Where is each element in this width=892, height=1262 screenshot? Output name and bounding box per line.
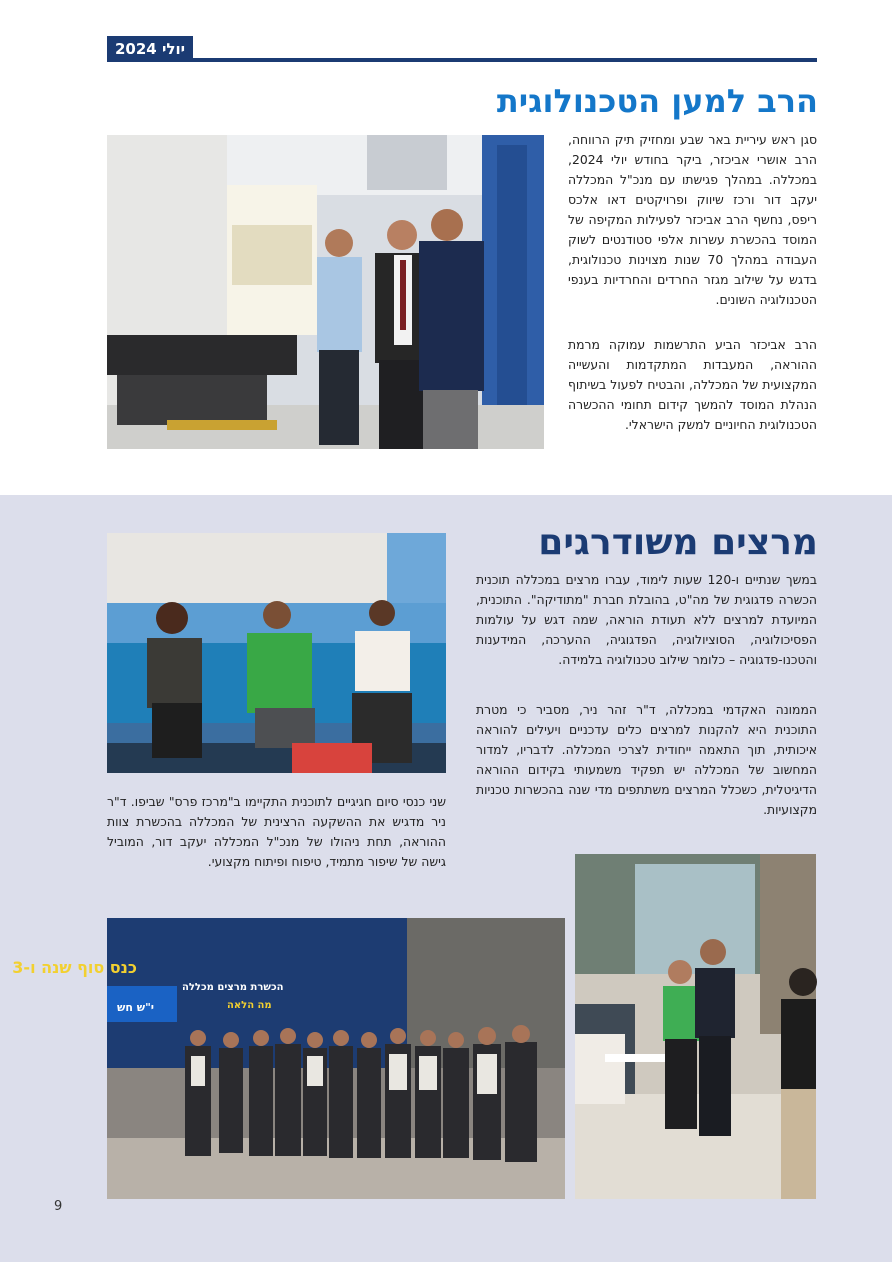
header-rule bbox=[193, 58, 817, 62]
screen-title-text: כנס סוף שנה ו-3 bbox=[12, 958, 137, 977]
conference-group-photo bbox=[12, 918, 565, 1199]
article1-paragraph-2: הרב אביכזר הביע התרשמות עמוקה מרמת ההוראה, המעבדות המתקדמות והעשייה המקצועית של המכללה, והבטיח לפעול בשיתוף הנהלת המוסד להמשך קידום תחומי ההכשרה הטכנולוגית החיוניים למשק הישראלי. bbox=[568, 337, 817, 432]
screen-banner-text: י"ש חש bbox=[117, 1001, 155, 1014]
panel-photo bbox=[107, 533, 446, 773]
issue-month-tag: יולי 2024 bbox=[107, 36, 193, 62]
article1-title: הרב למען הטכנולוגית bbox=[496, 82, 818, 120]
screen-subtitle-text: הכשרת מרצים מכללה bbox=[182, 982, 284, 993]
article1-paragraph-1: סגן ראש עיריית באר שבע ומחזיק תיק הרווחה, הרב אושרי אביכזר, ביקר בחודש יולי 2024, במכללה. במהלך פגישתו עם מנכ"ל המכללה יעקב דור ורכז שיווק ופרויקטים דאו אלכס ריפס, נחשף הרב אביכזר לפעילות המקיפה של המוסד בהכשרת עשרות אלפי סטודנטים לשוק העבודה במהלך 70 שנות מצוינות טכנולוגית, בדגש על שילוב מגזר החרדים והחרדיות בענפי הטכנולוגיה השונים. bbox=[568, 132, 818, 307]
article2-paragraph-2: הממונה האקדמי במכללה, ד"ר זהר ניר, מסביר כי מטרת התוכנית היא להקנות למרצים כלים עדכניים ויעילים להוראה איכותית, תוך התאמה ייחודית לצרכי המכללה. לדבריו, למדור המחשוב של המכללה יש תפקיד משמעותי בקידום ההוראה הדיגיטלית, כשכלל המרצים משתתפים מדי שנה בהכשרות טכניות מקצועיות. bbox=[476, 702, 817, 817]
article2-paragraph-1: במשך שנתיים ו-120 שעות לימוד, עברו מרצים במכללה תוכנית הכשרה פדגוגית של מה"ט, בהובלת חברת "מתודיקה". התוכנית, המיועדת למרצים ללא תעודת הוראה, שמה דגש על עולמות הפסיכולוגיה, הסוציולוגיה, הפדגוגיה, ההערכה, המידענות והטכנו-פדגוגיה – כלומר שילוב טכנולוגיה בלמידה. bbox=[476, 572, 818, 667]
article2-title: מרצים משודרגים bbox=[538, 522, 818, 563]
lecturers-photo bbox=[575, 854, 816, 1199]
page-number: 9 bbox=[54, 1199, 63, 1214]
photo-caption: שני כנסי סיום חגיגיים לתוכנית התקיימו ב"מרכז פרס" שביפו. ד"ר ניר מדגיש את ההשקעה הרצינית של המכללה בהכשרת צוות ההוראה, תחת ניהולו של מנכ"ל המכללה יעקב דור, המוביל גישה של שיפור מתמיד, טיפוח ופיתוח מקצועי. bbox=[107, 794, 446, 869]
visit-photo bbox=[107, 135, 544, 449]
screen-next-text: מה הלאה bbox=[227, 1000, 272, 1011]
